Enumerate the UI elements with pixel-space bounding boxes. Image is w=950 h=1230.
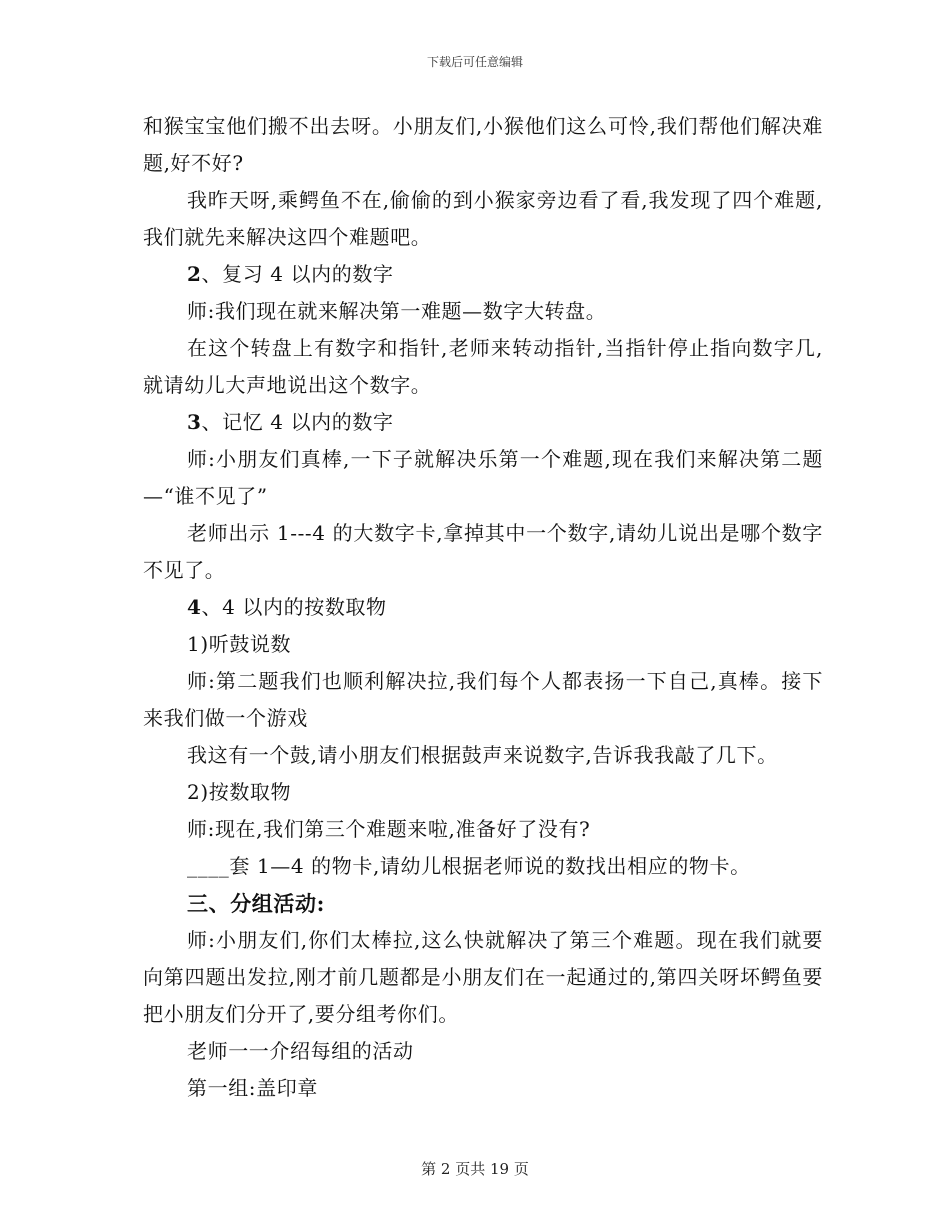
- section-number: 3: [187, 410, 202, 434]
- section-title: 、记忆 4 以内的数字: [201, 410, 394, 434]
- paragraph: 和猴宝宝他们搬不出去呀。小朋友们,小猴他们这么可怜,我们帮他们解决难题,好不好?: [143, 114, 823, 175]
- section-number: 4: [187, 595, 202, 619]
- paragraph: 我这有一个鼓,请小朋友们根据鼓声来说数字,告诉我我敲了几下。: [187, 743, 778, 767]
- paragraph: 师:小朋友们真棒,一下子就解决乐第一个难题,现在我们来解决第二题—“谁不见了”: [143, 447, 823, 508]
- page-header: 下载后可任意编辑: [426, 55, 523, 69]
- sub-heading: 1)听鼓说数: [187, 632, 292, 656]
- paragraph: 师:我们现在就来解决第一难题—数字大转盘。: [187, 299, 607, 323]
- paragraph: 老师一一介绍每组的活动: [187, 1039, 414, 1063]
- document-body: [143, 108, 823, 1107]
- section-heading-2: [143, 256, 823, 293]
- page-footer: 第 2 页共 19 页: [421, 1160, 529, 1178]
- section-heading-3: [143, 404, 823, 441]
- paragraph: 我昨天呀,乘鳄鱼不在,偷偷的到小猴家旁边看了看,我发现了四个难题,我们就先来解决这四个难题吧。: [143, 188, 823, 249]
- paragraph: ____套 1—4 的物卡,请幼儿根据老师说的数找出相应的物卡。: [187, 854, 751, 878]
- paragraph: 第一组:盖印章: [187, 1076, 318, 1100]
- section-title: 、4 以内的按数取物: [201, 595, 387, 619]
- section-heading-4: [143, 589, 823, 626]
- section-heading-group-activity: 三、分组活动:: [187, 891, 325, 916]
- section-title: 、复习 4 以内的数字: [201, 262, 394, 286]
- paragraph: 师:小朋友们,你们太棒拉,这么快就解决了第三个难题。现在我们就要向第四题出发拉,刚才前几题都是小朋友们在一起通过的,第四关呀坏鳄鱼要把小朋友们分开了,要分组考你们。: [143, 928, 823, 1026]
- paragraph: 师:第二题我们也顺利解决拉,我们每个人都表扬一下自己,真棒。接下来我们做一个游戏: [143, 669, 823, 730]
- paragraph: 师:现在,我们第三个难题来啦,准备好了没有?: [187, 817, 591, 841]
- sub-heading: 2)按数取物: [187, 780, 292, 804]
- paragraph: 老师出示 1---4 的大数字卡,拿掉其中一个数字,请幼儿说出是哪个数字不见了。: [143, 521, 823, 582]
- paragraph: 在这个转盘上有数字和指针,老师来转动指针,当指针停止指向数字几,就请幼儿大声地说出这个数字。: [143, 336, 823, 397]
- section-number: 2: [187, 262, 202, 286]
